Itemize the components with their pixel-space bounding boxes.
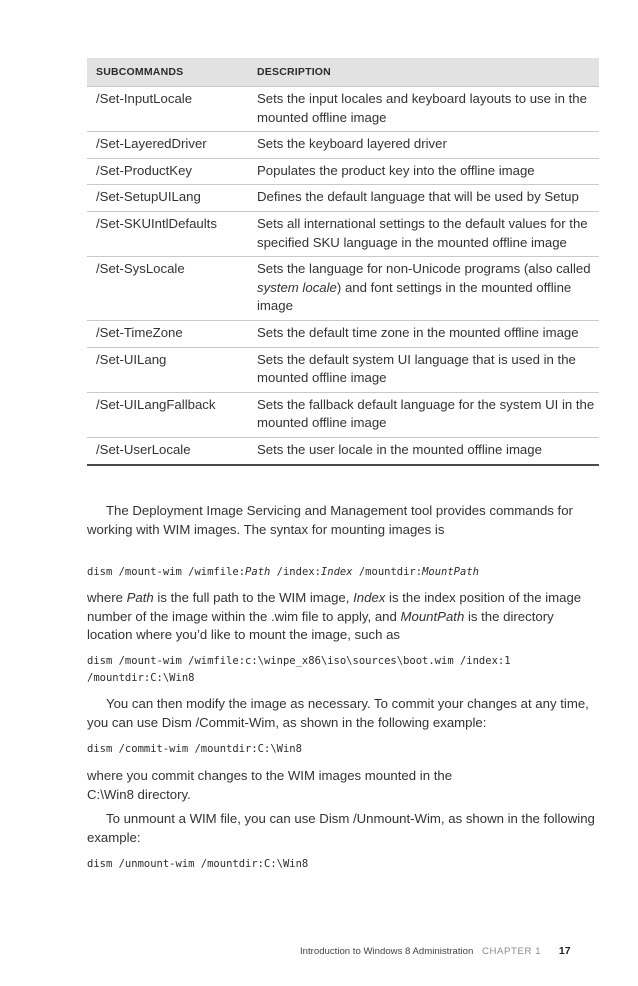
table-row — [87, 320, 599, 347]
code-text: /index: — [270, 566, 321, 578]
table-row — [87, 437, 599, 464]
description-cell: Sets the default time zone in the mounted offline image — [247, 320, 599, 347]
unmount-paragraph: To unmount a WIM file, you can use Dism /Unmount-Wim, as shown in the following example: — [87, 811, 595, 845]
code-text: dism /mount-wim /wimfile: — [87, 566, 246, 578]
subcommand-cell: /Set-ProductKey — [87, 158, 247, 185]
subcommand-cell: /Set-LayeredDriver — [87, 132, 247, 159]
paragraph-line: where you commit changes to the WIM images mounted in the — [87, 768, 453, 783]
table-row — [87, 392, 599, 437]
header-subcommands: SUBCOMMANDS — [87, 58, 247, 87]
paragraph-text: is the directory location where you’d like to mount the image, such as — [87, 608, 554, 643]
code-placeholder: MountPath — [422, 566, 479, 578]
description-cell: Populates the product key into the offline image — [247, 158, 599, 185]
description-cell: Sets the default system UI language that is used in the mounted offline image — [247, 347, 599, 392]
description-cell: Sets all international settings to the default values for the specified SKU language in the mounted offline image — [247, 211, 599, 256]
unmount-example-code: dism /unmount-wim /mountdir:C:\Win8 — [87, 858, 309, 870]
commit-example-code: dism /commit-wim /mountdir:C:\Win8 — [87, 743, 302, 755]
subcommand-cell: /Set-SKUIntlDefaults — [87, 211, 247, 256]
table-row — [87, 87, 599, 132]
intro-paragraph: The Deployment Image Servicing and Management tool provides commands for working with WIM images. The syntax for mounting images is — [87, 503, 573, 537]
description-text: Sets the language for non-Unicode programs (also called — [257, 261, 591, 277]
table-row — [87, 257, 599, 321]
paragraph-text: is the index position of the image number of the image within the .wim file to apply, and — [87, 590, 582, 624]
description-cell: Sets the keyboard layered driver — [247, 132, 599, 159]
parameters-paragraph — [87, 589, 599, 645]
description-cell: Sets the input locales and keyboard layouts to use in the mounted offline image — [247, 87, 599, 132]
footer-book-title: Introduction to Windows 8 Administration — [300, 946, 474, 957]
subcommand-cell: /Set-UserLocale — [87, 437, 247, 464]
paragraph-italic-term: MountPath — [400, 608, 465, 624]
table-row — [87, 132, 599, 159]
page-footer — [300, 945, 600, 957]
description-cell — [247, 257, 599, 321]
commit-explanation-paragraph — [87, 767, 599, 804]
subcommand-cell: /Set-SetupUILang — [87, 185, 247, 212]
description-cell: Defines the default language that will be used by Setup — [247, 185, 599, 212]
description-cell: Sets the fallback default language for the system UI in the mounted offline image — [247, 392, 599, 437]
subcommand-cell: /Set-UILangFallback — [87, 392, 247, 437]
code-placeholder: Path — [245, 566, 271, 578]
table-row — [87, 211, 599, 256]
description-cell: Sets the user locale in the mounted offline image — [247, 437, 599, 464]
footer-chapter: CHAPTER 1 — [481, 946, 542, 957]
code-text: /mountdir: — [352, 566, 423, 578]
code-placeholder: Index — [320, 566, 353, 578]
description-text: ) and font settings in the mounted offline image — [257, 279, 572, 314]
header-description: DESCRIPTION — [247, 58, 599, 87]
paragraph-text: where — [87, 590, 127, 605]
table-header-row — [87, 58, 599, 87]
paragraph-italic-term: Index — [353, 590, 386, 605]
subcommand-cell: /Set-UILang — [87, 347, 247, 392]
paragraph-text: is the full path to the WIM image, — [153, 590, 354, 605]
subcommand-cell: /Set-TimeZone — [87, 320, 247, 347]
paragraph-italic-term: Path — [126, 590, 154, 605]
subcommand-cell: /Set-InputLocale — [87, 87, 247, 132]
subcommand-cell: /Set-SysLocale — [87, 257, 247, 321]
commit-paragraph: You can then modify the image as necessary. To commit your changes at any time, you can use Dism /Commit-Wim, as shown in the following example: — [87, 696, 589, 730]
code-line: dism /mount-wim /wimfile:c:\winpe_x86\iso\sources\boot.wim /index:1 — [87, 655, 511, 667]
subcommands-table — [87, 58, 599, 466]
paragraph-line: C:\Win8 directory. — [87, 786, 191, 802]
table-row — [87, 158, 599, 185]
table-row — [87, 185, 599, 212]
table-row — [87, 347, 599, 392]
page-number: 17 — [558, 945, 571, 957]
mount-syntax-code — [87, 564, 607, 581]
code-line: /mountdir:C:\Win8 — [87, 672, 195, 684]
mount-example-code — [87, 653, 607, 687]
description-italic-term: system locale — [257, 279, 337, 295]
